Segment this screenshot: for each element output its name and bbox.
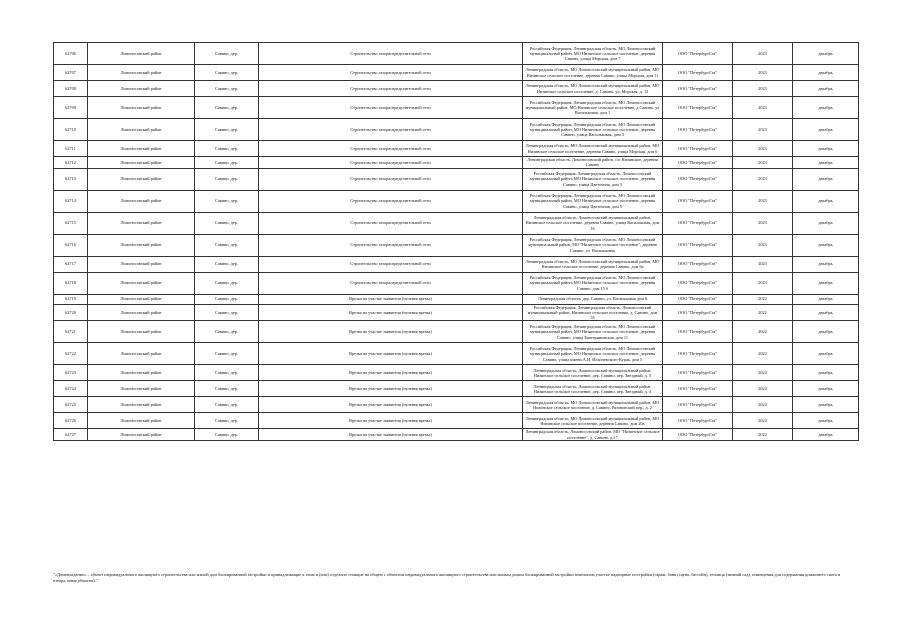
cell-year: 2023: [733, 65, 793, 81]
cell-org: ООО "ПетербургГаз": [663, 141, 733, 157]
cell-place: Савино, дер.: [195, 190, 259, 212]
cell-year: 2023: [733, 141, 793, 157]
cell-district: Ломоносовский район: [88, 413, 195, 429]
cell-year: 2022: [733, 304, 793, 321]
cell-num: 62719: [54, 294, 88, 304]
cell-num: 62712: [54, 157, 88, 169]
cell-org: ООО "ПетербургГаз": [663, 190, 733, 212]
cell-work: Строительство газораспределительной сети: [259, 119, 523, 141]
cell-work: Строительство газораспределительной сети: [259, 141, 523, 157]
cell-month: декабрь: [793, 256, 859, 272]
table-row: [54, 212, 859, 234]
cell-num: 62720: [54, 304, 88, 321]
cell-month: декабрь: [793, 321, 859, 343]
cell-num: 62706: [54, 43, 88, 65]
table-row: [54, 119, 859, 141]
cell-work: Врезка на участке заявителя (нулевая врезка): [259, 429, 523, 441]
cell-month: декабрь: [793, 157, 859, 169]
table-row: [54, 365, 859, 381]
cell-num: 62709: [54, 97, 88, 119]
cell-work: Врезка на участке заявителя (нулевая врезка): [259, 321, 523, 343]
cell-month: декабрь: [793, 168, 859, 190]
cell-address: Ленинградская область, МО Ломоносовский муниципальный район, МО Низинское сельское поселение, деревня Савино, улица Морская, дом 11: [523, 65, 663, 81]
footnote: "«Домовладение» – объект индивидуального жилищного строительства или жилой дом блокированной застройки и принадлежащие к этим и (или) отдельно стоящие на общем с объектом индивидуального жилищного строительства или жилым домом блокированной застройки земельном участке надворные постройки (гараж, баня (сауна, бассейн), теплица (зимний сад), помещения для содержания домашнего скота и птицы, иные объекты).".: [53, 572, 841, 583]
cell-org: ООО "ПетербургГаз": [663, 304, 733, 321]
cell-org: ООО "ПетербургГаз": [663, 321, 733, 343]
cell-month: декабрь: [793, 43, 859, 65]
cell-num: 62726: [54, 413, 88, 429]
cell-num: 62722: [54, 343, 88, 365]
cell-address: Ленинградская область, Ломоносовский район, с/п Низинское, деревня Савино: [523, 157, 663, 169]
cell-org: ООО "ПетербургГаз": [663, 212, 733, 234]
cell-org: ООО "ПетербургГаз": [663, 256, 733, 272]
cell-month: декабрь: [793, 212, 859, 234]
cell-district: Ломоносовский район: [88, 429, 195, 441]
cell-district: Ломоносовский район: [88, 272, 195, 294]
cell-place: Савино, дер.: [195, 413, 259, 429]
cell-place: Савино, дер.: [195, 397, 259, 413]
cell-place: Савино, дер.: [195, 272, 259, 294]
cell-org: ООО "ПетербургГаз": [663, 97, 733, 119]
cell-place: Савино, дер.: [195, 294, 259, 304]
cell-work: Строительство газораспределительной сети: [259, 256, 523, 272]
cell-org: ООО "ПетербургГаз": [663, 343, 733, 365]
cell-num: 62725: [54, 397, 88, 413]
cell-address: Российская Федерация, Ленинградская область, МО Ломоносовский муниципальный район, МО Низинское сельское поселение, деревня Савино, улица Цветочная, дом 5: [523, 190, 663, 212]
cell-district: Ломоносовский район: [88, 294, 195, 304]
table-row: [54, 294, 859, 304]
cell-district: Ломоносовский район: [88, 365, 195, 381]
cell-district: Ломоносовский район: [88, 43, 195, 65]
cell-year: 2022: [733, 413, 793, 429]
cell-district: Ломоносовский район: [88, 212, 195, 234]
cell-address: Ленинградская область, МО Ломоносовский муниципальный район, МО Низинское сельское поселение, деревня Савино, улица Морская, дом 6: [523, 141, 663, 157]
cell-district: Ломоносовский район: [88, 397, 195, 413]
cell-num: 62714: [54, 190, 88, 212]
cell-place: Савино, дер.: [195, 321, 259, 343]
cell-month: декабрь: [793, 294, 859, 304]
cell-year: 2023: [733, 97, 793, 119]
cell-address: Российская Федерация, Ленинградская область, МО Ломоносовский муниципальный район, МО Низинское сельское поселение, деревня Савино, улица Васильковая, дом 3: [523, 119, 663, 141]
cell-org: ООО "ПетербургГаз": [663, 381, 733, 397]
cell-work: Строительство газораспределительной сети: [259, 157, 523, 169]
table-row: [54, 168, 859, 190]
cell-year: 2023: [733, 234, 793, 256]
cell-address: Ленинградская область, Ломоносовский муниципальный район, Низинское сельское поселение, дер. Савино, пер. Звездный, д. 5: [523, 365, 663, 381]
cell-district: Ломоносовский район: [88, 81, 195, 97]
cell-work: Врезка на участке заявителя (нулевая врезка): [259, 381, 523, 397]
cell-district: Ломоносовский район: [88, 234, 195, 256]
cell-address: Российская Федерация, Ленинградская область, МО Ломоносовский муниципальный район, МО Низинское сельское поселение, деревня Савино, улица Екатерининская, дом 11: [523, 321, 663, 343]
cell-district: Ломоносовский район: [88, 190, 195, 212]
cell-year: 2022: [733, 397, 793, 413]
cell-month: декабрь: [793, 381, 859, 397]
cell-address: Ленинградская область, Ломоносовский муниципальный район, Низинское сельское поселение, дер. Савино, пер. Звездный, д. 4: [523, 381, 663, 397]
cell-num: 62721: [54, 321, 88, 343]
cell-month: декабрь: [793, 413, 859, 429]
cell-work: Строительство газораспределительной сети: [259, 65, 523, 81]
cell-num: 62715: [54, 212, 88, 234]
cell-district: Ломоносовский район: [88, 256, 195, 272]
cell-address: Ленинградская область, Ломоносовский муниципальный район, Низинское сельское поселение, деревня Савино, улица Васильковая, дом 16: [523, 212, 663, 234]
cell-num: 62727: [54, 429, 88, 441]
cell-month: декабрь: [793, 119, 859, 141]
cell-place: Савино, дер.: [195, 343, 259, 365]
cell-place: Савино, дер.: [195, 65, 259, 81]
cell-work: Врезка на участке заявителя (нулевая врезка): [259, 413, 523, 429]
table-row: [54, 381, 859, 397]
cell-org: ООО "ПетербургГаз": [663, 397, 733, 413]
cell-district: Ломоносовский район: [88, 119, 195, 141]
cell-month: декабрь: [793, 234, 859, 256]
cell-address: Ленинградская область, Ломоносовский район, МО "Низинское сельское поселение", д. Савино, д.17: [523, 429, 663, 441]
cell-year: 2023: [733, 272, 793, 294]
cell-place: Савино, дер.: [195, 141, 259, 157]
cell-address: Российская Федерация, Ленинградская область, МО Ломоносовский муниципальный район, МО Низинское сельское поселение, деревня Савино, улица Морская, дом 7: [523, 43, 663, 65]
cell-address: Ленинградская область, МО Ломоносовский муниципальный район, МО Низинское сельское поселение, д. Савино, ул. Морская, д. 12: [523, 81, 663, 97]
cell-address: Ленинградская область, дер. Савино, ул. Васильковая дом 8: [523, 294, 663, 304]
cell-org: ООО "ПетербургГаз": [663, 119, 733, 141]
cell-month: декабрь: [793, 141, 859, 157]
table-row: [54, 97, 859, 119]
cell-district: Ломоносовский район: [88, 65, 195, 81]
cell-place: Савино, дер.: [195, 256, 259, 272]
cell-district: Ломоносовский район: [88, 381, 195, 397]
cell-place: Савино, дер.: [195, 429, 259, 441]
cell-month: декабрь: [793, 397, 859, 413]
cell-num: 62710: [54, 119, 88, 141]
cell-place: Савино, дер.: [195, 304, 259, 321]
cell-work: Врезка на участке заявителя (нулевая врезка): [259, 365, 523, 381]
cell-address: Ленинградская область, МО Ломоносовский муниципальный район, МО Низинское сельское поселение, деревня Савино, дом 6а: [523, 256, 663, 272]
cell-place: Савино, дер.: [195, 381, 259, 397]
cell-address: Российская Федерация, Ленинградская область, МО Ломоносовский муниципальный район, МО Низинское сельское поселение, деревня Савино, улица имени А.И. Ильичевского-Куряк, дом 5: [523, 343, 663, 365]
cell-org: ООО "ПетербургГаз": [663, 429, 733, 441]
cell-work: Строительство газораспределительной сети: [259, 43, 523, 65]
cell-district: Ломоносовский район: [88, 157, 195, 169]
cell-address: Российская Федерация, Ленинградская область, МО Ломоносовский муниципальный район, МО Низинское сельское поселение, д Савино, ул Васильковая, дом 1: [523, 97, 663, 119]
cell-org: ООО "ПетербургГаз": [663, 157, 733, 169]
cell-place: Савино, дер.: [195, 97, 259, 119]
cell-work: Строительство газораспределительной сети: [259, 97, 523, 119]
table-row: [54, 234, 859, 256]
cell-org: ООО "ПетербургГаз": [663, 81, 733, 97]
cell-work: Врезка на участке заявителя (нулевая врезка): [259, 294, 523, 304]
cell-month: декабрь: [793, 272, 859, 294]
cell-work: Врезка на участке заявителя (нулевая врезка): [259, 304, 523, 321]
cell-work: Строительство газораспределительной сети: [259, 212, 523, 234]
table-row: [54, 321, 859, 343]
cell-num: 62711: [54, 141, 88, 157]
table-row: [54, 81, 859, 97]
table-row: [54, 43, 859, 65]
cell-place: Савино, дер.: [195, 212, 259, 234]
cell-address: Ленинградская область, МО Ломоносовский муниципальный район, МО Низинское сельское поселение, деревня Савино, дом 20а: [523, 413, 663, 429]
cell-org: ООО "ПетербургГаз": [663, 43, 733, 65]
cell-work: Строительство газораспределительной сети: [259, 272, 523, 294]
cell-place: Савино, дер.: [195, 157, 259, 169]
cell-num: 62718: [54, 272, 88, 294]
cell-org: ООО "ПетербургГаз": [663, 234, 733, 256]
cell-month: декабрь: [793, 65, 859, 81]
cell-month: декабрь: [793, 304, 859, 321]
cell-num: 62713: [54, 168, 88, 190]
cell-work: Строительство газораспределительной сети: [259, 168, 523, 190]
cell-year: 2023: [733, 190, 793, 212]
cell-num: 62716: [54, 234, 88, 256]
table-row: [54, 272, 859, 294]
cell-district: Ломоносовский район: [88, 321, 195, 343]
cell-month: декабрь: [793, 81, 859, 97]
cell-year: 2022: [733, 294, 793, 304]
cell-num: 62708: [54, 81, 88, 97]
table-row: [54, 397, 859, 413]
cell-year: 2023: [733, 256, 793, 272]
cell-place: Савино, дер.: [195, 43, 259, 65]
cell-year: 2023: [733, 119, 793, 141]
cell-work: Врезка на участке заявителя (нулевая врезка): [259, 397, 523, 413]
cell-org: ООО "ПетербургГаз": [663, 413, 733, 429]
cell-place: Савино, дер.: [195, 119, 259, 141]
cell-district: Ломоносовский район: [88, 304, 195, 321]
cell-year: 2022: [733, 321, 793, 343]
cell-month: декабрь: [793, 190, 859, 212]
table-row: [54, 413, 859, 429]
cell-month: декабрь: [793, 429, 859, 441]
table-row: [54, 141, 859, 157]
table-row: [54, 429, 859, 441]
cell-year: 2022: [733, 381, 793, 397]
cell-address: Российская Федерация, Ленинградская область, Ломоносовский муниципальный район, МО Низинское сельское поселение, деревня Савино, улица Цветочная, дом 3: [523, 168, 663, 190]
cell-address: Российская Федерация, Ленинградская область, Ломоносовский муниципальный район, Низинское сельское поселение, д. Савино, дом 55: [523, 304, 663, 321]
cell-year: 2023: [733, 212, 793, 234]
cell-num: 62707: [54, 65, 88, 81]
table-row: [54, 157, 859, 169]
cell-work: Строительство газораспределительной сети: [259, 190, 523, 212]
table-row: [54, 190, 859, 212]
table-row: [54, 256, 859, 272]
table-row: [54, 343, 859, 365]
cell-place: Савино, дер.: [195, 234, 259, 256]
table-row: [54, 65, 859, 81]
cell-work: Строительство газораспределительной сети: [259, 81, 523, 97]
cell-year: 2023: [733, 168, 793, 190]
cell-num: 62723: [54, 365, 88, 381]
cell-org: ООО "ПетербургГаз": [663, 294, 733, 304]
table-body: [54, 43, 859, 441]
cell-place: Савино, дер.: [195, 365, 259, 381]
cell-org: ООО "ПетербургГаз": [663, 168, 733, 190]
cell-address: Российская Федерация, Ленинградская область, МО Ломоносовский муниципальный район, МО "Низинское сельское поселение", деревня Савино, ул. Васильковая: [523, 234, 663, 256]
cell-year: 2022: [733, 365, 793, 381]
cell-place: Савино, дер.: [195, 81, 259, 97]
cell-org: ООО "ПетербургГаз": [663, 65, 733, 81]
cell-month: декабрь: [793, 97, 859, 119]
cell-org: ООО "ПетербургГаз": [663, 365, 733, 381]
cell-year: 2023: [733, 157, 793, 169]
cell-work: Строительство газораспределительной сети: [259, 234, 523, 256]
cell-district: Ломоносовский район: [88, 168, 195, 190]
cell-district: Ломоносовский район: [88, 343, 195, 365]
cell-num: 62724: [54, 381, 88, 397]
work-schedule-table: [53, 42, 859, 441]
cell-org: ООО "ПетербургГаз": [663, 272, 733, 294]
cell-address: Ленинградская область, МО Ломоносовский муниципальный район, МО Низинское сельское поселение, д. Савино, Рязановский пер., д. 2: [523, 397, 663, 413]
cell-place: Савино, дер.: [195, 168, 259, 190]
cell-year: 2022: [733, 429, 793, 441]
cell-month: декабрь: [793, 343, 859, 365]
cell-work: Врезка на участке заявителя (нулевая врезка): [259, 343, 523, 365]
cell-month: декабрь: [793, 365, 859, 381]
table-row: [54, 304, 859, 321]
cell-district: Ломоносовский район: [88, 97, 195, 119]
cell-year: 2023: [733, 43, 793, 65]
cell-year: 2023: [733, 81, 793, 97]
cell-num: 62717: [54, 256, 88, 272]
cell-district: Ломоносовский район: [88, 141, 195, 157]
cell-year: 2022: [733, 343, 793, 365]
cell-address: Российская Федерация, Ленинградская область, МО Ломоносовский муниципальный район, МО Низинское сельское поселение, деревня Савино, дом 15 б: [523, 272, 663, 294]
